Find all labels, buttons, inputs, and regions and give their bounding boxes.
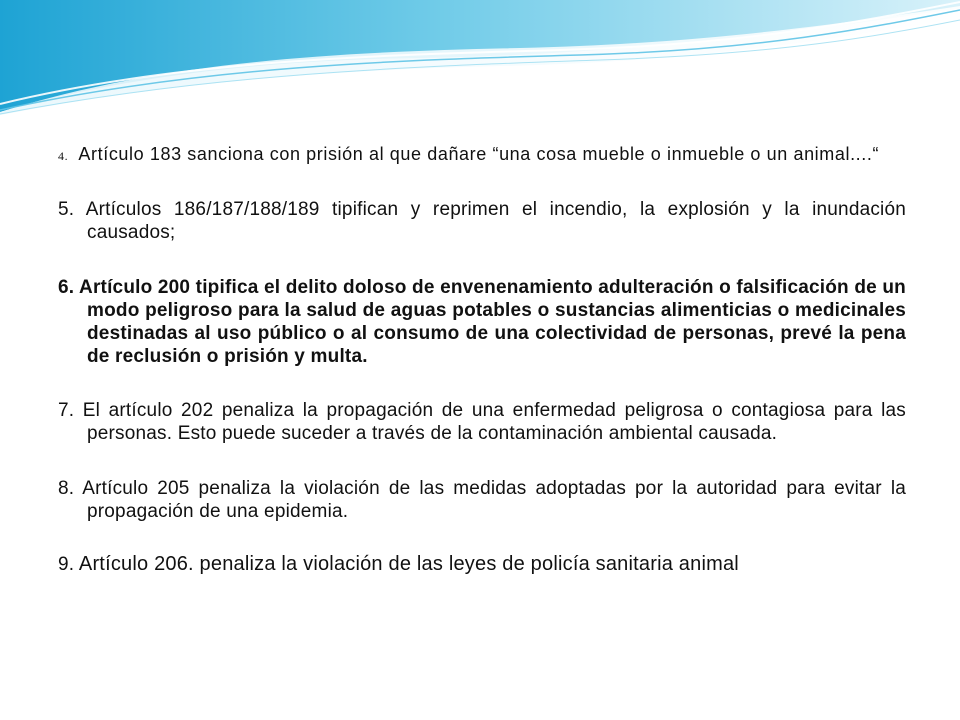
- item-text: Artículo 183 sanciona con prisión al que dañare “una cosa mueble o inmueble o un animal....“: [78, 144, 880, 164]
- item-text: Artículo 200 tipifica el delito doloso de envenenamiento adulteración o falsificación de un modo peligroso para la salud de aguas potables o sustancias alimenticias o medicinales destinadas al uso público o al consumo de una colectividad de personas, prevé la pena de reclusión o prisión y multa.: [79, 277, 906, 367]
- list-item: [58, 399, 906, 445]
- item-number: 7.: [58, 400, 75, 421]
- list-item: [58, 198, 906, 244]
- item-number: 9.: [58, 554, 75, 575]
- list-item: [58, 553, 906, 576]
- item-text: Artículo 205 penaliza la violación de las medidas adoptadas por la autoridad para evitar la propagación de una epidemia.: [82, 478, 907, 522]
- item-number: 4.: [58, 149, 69, 163]
- item-number: 5.: [58, 199, 75, 220]
- list-item: [58, 477, 906, 523]
- list-item: [58, 276, 906, 368]
- header-wave-decoration: [0, 0, 960, 115]
- list-item: [58, 143, 906, 167]
- article-list: [58, 143, 906, 576]
- item-text: Artículos 186/187/188/189 tipifican y reprimen el incendio, la explosión y la inundación causados;: [85, 199, 907, 243]
- item-text: El artículo 202 penaliza la propagación de una enfermedad peligrosa o contagiosa para las personas. Esto puede suceder a través de la contaminación ambiental causada.: [82, 400, 906, 444]
- item-text: Artículo 206. penaliza la violación de las leyes de policía sanitaria animal: [78, 553, 739, 575]
- item-number: 8.: [58, 478, 75, 499]
- item-number: 6.: [58, 277, 75, 298]
